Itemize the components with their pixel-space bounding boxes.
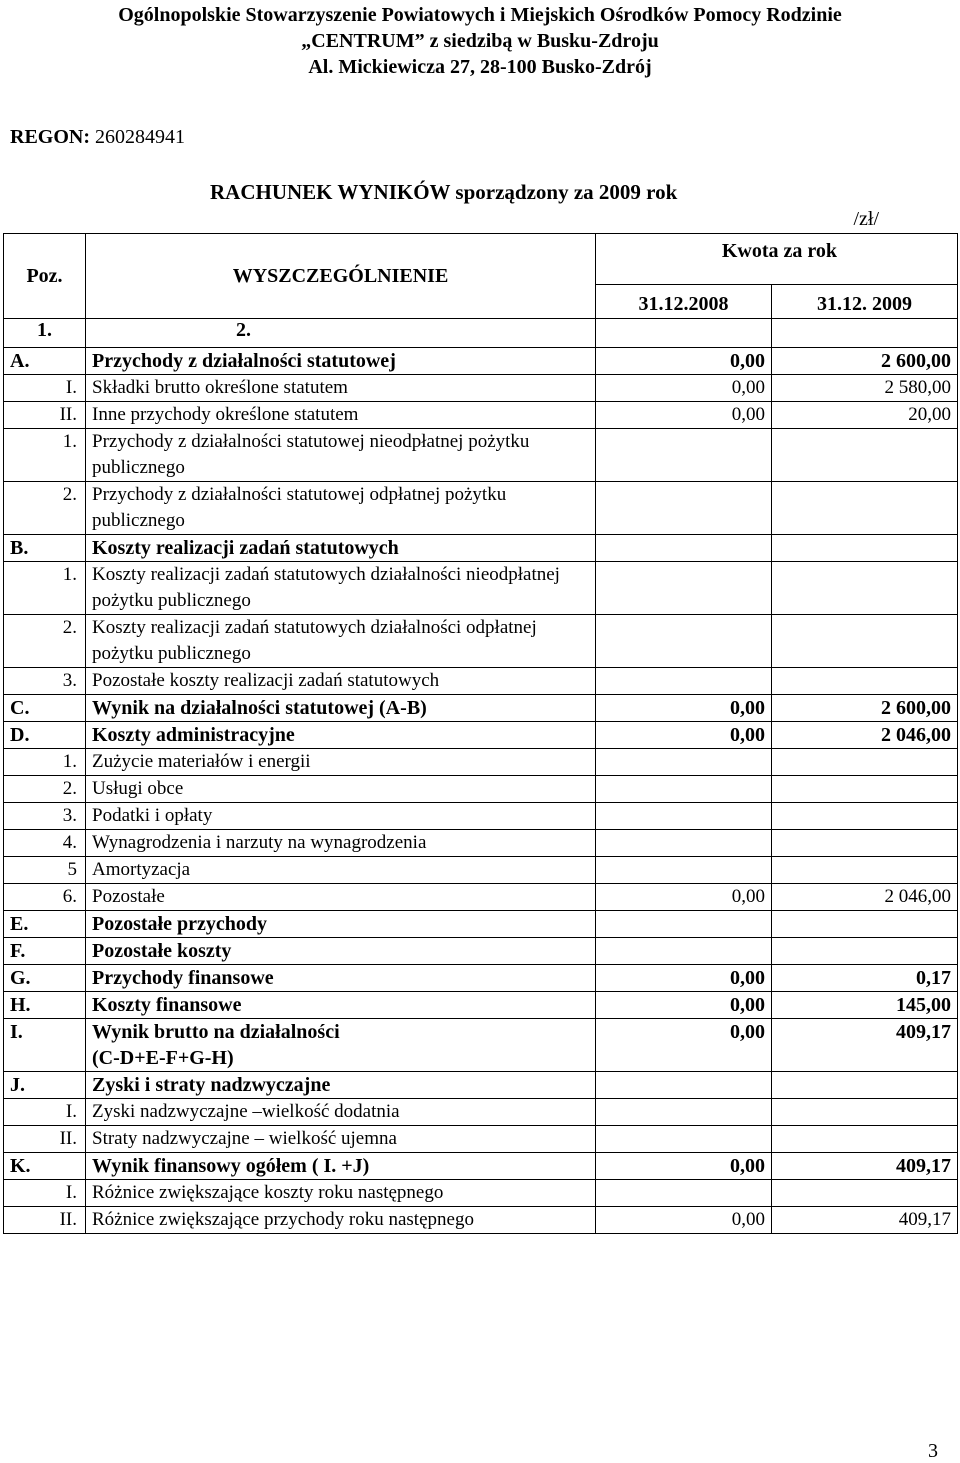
row-description-text: Wynagrodzenia i narzuty na wynagrodzenia — [92, 832, 427, 853]
row-value-2008: 0,00 — [596, 348, 772, 375]
table-row — [4, 375, 958, 402]
row-description-text: Różnice zwiększające przychody roku następnego — [92, 1209, 474, 1230]
income-statement-table — [3, 208, 958, 1234]
row-value-2009 — [772, 1180, 958, 1207]
table-row — [4, 803, 958, 830]
row-description-text: Pozostałe — [92, 886, 165, 907]
table-header-row — [4, 234, 958, 285]
row-value-2009 — [772, 535, 958, 562]
row-description-text: Zyski i straty nadzwyczajne — [92, 1074, 331, 1096]
row-poz: I. — [4, 1180, 86, 1207]
row-description — [86, 562, 596, 615]
row-poz: A. — [4, 348, 86, 375]
table-row — [4, 402, 958, 429]
row-value-2009 — [772, 615, 958, 668]
page-number: 3 — [928, 1440, 938, 1462]
row-value-2009 — [772, 938, 958, 965]
row-value-2008: 0,00 — [596, 1207, 772, 1234]
row-value-2009 — [772, 482, 958, 535]
row-description — [86, 482, 596, 535]
row-description-text: Wynik finansowy ogółem ( I. +J) — [92, 1155, 370, 1177]
row-value-2008 — [596, 776, 772, 803]
row-value-2009: 145,00 — [772, 992, 958, 1019]
row-value-2008 — [596, 911, 772, 938]
col-header-amount: Kwota za rok — [721, 240, 837, 262]
row-description-text: Inne przychody określone statutem — [92, 404, 359, 425]
row-description — [86, 1072, 596, 1099]
row-poz: II. — [4, 1126, 86, 1153]
table-row — [4, 830, 958, 857]
row-value-2009 — [772, 1099, 958, 1126]
table-row — [4, 911, 958, 938]
table-row — [4, 938, 958, 965]
row-value-2008: 0,00 — [596, 992, 772, 1019]
table-row — [4, 1019, 958, 1072]
row-poz: I. — [4, 375, 86, 402]
row-description-text: Przychody finansowe — [92, 967, 274, 989]
row-value-2008 — [596, 1099, 772, 1126]
row-description — [86, 695, 596, 722]
table-row — [4, 1153, 958, 1180]
row-description-text: Pozostałe koszty — [92, 940, 232, 962]
sub-header-2: 2. — [86, 319, 596, 348]
row-description-text: Podatki i opłaty — [92, 805, 213, 826]
row-poz: II. — [4, 402, 86, 429]
currency-unit: /zł/ — [853, 208, 879, 230]
row-description — [86, 535, 596, 562]
row-poz: 4. — [4, 830, 86, 857]
table-row — [4, 857, 958, 884]
row-poz: 2. — [4, 482, 86, 535]
row-value-2008 — [596, 429, 772, 482]
row-description — [86, 1126, 596, 1153]
row-poz: B. — [4, 535, 86, 562]
row-poz: 1. — [4, 749, 86, 776]
row-description — [86, 776, 596, 803]
row-description-text: Usługi obce — [92, 778, 184, 799]
header-address: Al. Mickiewicza 27, 28-100 Busko-Zdrój — [308, 56, 652, 78]
row-value-2009 — [772, 668, 958, 695]
row-poz: H. — [4, 992, 86, 1019]
row-value-2008: 0,00 — [596, 1153, 772, 1180]
row-description — [86, 1207, 596, 1234]
row-value-2008 — [596, 562, 772, 615]
row-poz: 2. — [4, 776, 86, 803]
row-description-text: Koszty realizacji zadań statutowych działalności nieodpłatnej pożytku publicznego — [92, 564, 560, 611]
row-description-text-2: (C-D+E-F+G-H) — [92, 1047, 234, 1069]
row-description — [86, 857, 596, 884]
row-value-2009: 20,00 — [772, 402, 958, 429]
row-poz: 3. — [4, 803, 86, 830]
row-poz: G. — [4, 965, 86, 992]
row-poz: 3. — [4, 668, 86, 695]
row-value-2009: 2 600,00 — [772, 695, 958, 722]
table-row — [4, 1072, 958, 1099]
row-description-text: Wynik na działalności statutowej (A-B) — [92, 697, 427, 719]
row-value-2008 — [596, 749, 772, 776]
row-value-2008: 0,00 — [596, 402, 772, 429]
row-description-text: Różnice zwiększające koszty roku następnego — [92, 1182, 444, 1203]
row-value-2009: 2 600,00 — [772, 348, 958, 375]
row-description-text: Pozostałe przychody — [92, 913, 267, 935]
row-value-2008 — [596, 668, 772, 695]
row-poz: 1. — [4, 562, 86, 615]
row-description-text: Koszty administracyjne — [92, 724, 295, 746]
row-value-2009 — [772, 830, 958, 857]
table-row — [4, 695, 958, 722]
row-description — [86, 1019, 596, 1072]
col-header-description: WYSZCZEGÓLNIENIE — [86, 234, 596, 319]
row-value-2009: 2 580,00 — [772, 375, 958, 402]
row-poz: II. — [4, 1207, 86, 1234]
row-description-text: Koszty realizacji zadań statutowych — [92, 537, 399, 559]
table-row — [4, 1099, 958, 1126]
row-description — [86, 884, 596, 911]
row-value-2008: 0,00 — [596, 375, 772, 402]
row-description-text: Koszty realizacji zadań statutowych działalności odpłatnej pożytku publicznego — [92, 617, 537, 664]
row-value-2008 — [596, 1126, 772, 1153]
table-subheader-row — [4, 319, 958, 348]
row-description-text: Amortyzacja — [92, 859, 191, 880]
row-value-2008 — [596, 1180, 772, 1207]
row-value-2008 — [596, 535, 772, 562]
header-organization: Ogólnopolskie Stowarzyszenie Powiatowych i Miejskich Ośrodków Pomocy Rodzinie — [118, 4, 842, 26]
row-description — [86, 429, 596, 482]
document-title: RACHUNEK WYNIKÓW sporządzony za 2009 rok — [210, 180, 678, 204]
row-description-text: Przychody z działalności statutowej odpłatnej pożytku publicznego — [92, 484, 507, 531]
row-description-text: Przychody z działalności statutowej nieodpłatnej pożytku publicznego — [92, 431, 530, 478]
row-poz: J. — [4, 1072, 86, 1099]
row-value-2008: 0,00 — [596, 884, 772, 911]
row-description-text: Pozostałe koszty realizacji zadań statutowych — [92, 670, 440, 691]
row-description — [86, 803, 596, 830]
sub-header-empty-3 — [596, 319, 772, 348]
row-value-2009 — [772, 803, 958, 830]
row-value-2008 — [596, 938, 772, 965]
regon-label: REGON: — [10, 126, 90, 148]
row-value-2009: 409,17 — [772, 1153, 958, 1180]
table-row — [4, 348, 958, 375]
table-row — [4, 722, 958, 749]
table-row — [4, 668, 958, 695]
row-value-2009 — [772, 562, 958, 615]
row-value-2009: 2 046,00 — [772, 722, 958, 749]
table-row — [4, 615, 958, 668]
table-row — [4, 965, 958, 992]
table-row — [4, 1207, 958, 1234]
row-value-2008 — [596, 482, 772, 535]
table-row — [4, 1126, 958, 1153]
row-value-2009: 0,17 — [772, 965, 958, 992]
row-description — [86, 1099, 596, 1126]
row-description-text: Straty nadzwyczajne – wielkość ujemna — [92, 1128, 397, 1149]
row-description — [86, 402, 596, 429]
row-description — [86, 911, 596, 938]
row-description — [86, 722, 596, 749]
sub-header-empty-4 — [772, 319, 958, 348]
row-value-2009 — [772, 1126, 958, 1153]
row-value-2008 — [596, 615, 772, 668]
row-description — [86, 1180, 596, 1207]
col-header-poz: Poz. — [4, 234, 86, 319]
row-description — [86, 668, 596, 695]
regon — [10, 126, 185, 149]
row-value-2009 — [772, 857, 958, 884]
row-value-2009: 2 046,00 — [772, 884, 958, 911]
row-poz: I. — [4, 1099, 86, 1126]
row-poz: D. — [4, 722, 86, 749]
row-value-2008 — [596, 803, 772, 830]
row-poz: E. — [4, 911, 86, 938]
row-value-2009 — [772, 776, 958, 803]
sub-header-1: 1. — [4, 319, 86, 348]
row-value-2009 — [772, 1072, 958, 1099]
row-poz: F. — [4, 938, 86, 965]
row-value-2008: 0,00 — [596, 965, 772, 992]
row-poz: 5 — [4, 857, 86, 884]
row-description — [86, 965, 596, 992]
row-poz: 2. — [4, 615, 86, 668]
table-row — [4, 482, 958, 535]
row-description-text: Zużycie materiałów i energii — [92, 751, 311, 772]
col-header-2009: 31.12. 2009 — [772, 285, 958, 319]
row-description — [86, 348, 596, 375]
row-value-2008: 0,00 — [596, 722, 772, 749]
row-value-2009 — [772, 429, 958, 482]
row-description-text: Zyski nadzwyczajne –wielkość dodatnia — [92, 1101, 400, 1122]
table-row — [4, 884, 958, 911]
row-description-text: Składki brutto określone statutem — [92, 377, 348, 398]
table-row — [4, 535, 958, 562]
table-row — [4, 562, 958, 615]
col-header-amount-group — [596, 208, 958, 285]
row-value-2009: 409,17 — [772, 1019, 958, 1072]
row-description — [86, 1153, 596, 1180]
row-value-2008: 0,00 — [596, 695, 772, 722]
row-value-2009 — [772, 749, 958, 776]
col-header-2008: 31.12.2008 — [596, 285, 772, 319]
row-description — [86, 938, 596, 965]
row-description — [86, 749, 596, 776]
table-row — [4, 1180, 958, 1207]
row-description-text: Przychody z działalności statutowej — [92, 350, 396, 372]
regon-value: 260284941 — [95, 126, 185, 148]
row-value-2009 — [772, 911, 958, 938]
row-poz: 1. — [4, 429, 86, 482]
row-description — [86, 375, 596, 402]
table-row — [4, 992, 958, 1019]
table-row — [4, 776, 958, 803]
row-value-2008 — [596, 830, 772, 857]
table-row — [4, 749, 958, 776]
row-poz: C. — [4, 695, 86, 722]
row-poz: I. — [4, 1019, 86, 1072]
row-poz: 6. — [4, 884, 86, 911]
row-description — [86, 992, 596, 1019]
row-value-2009: 409,17 — [772, 1207, 958, 1234]
row-value-2008: 0,00 — [596, 1019, 772, 1072]
row-value-2008 — [596, 857, 772, 884]
header-name: „CENTRUM” z siedzibą w Busku-Zdroju — [301, 30, 659, 52]
row-description — [86, 830, 596, 857]
table-row — [4, 429, 958, 482]
row-value-2008 — [596, 1072, 772, 1099]
row-description-text: Wynik brutto na działalności — [92, 1021, 340, 1043]
row-description — [86, 615, 596, 668]
row-poz: K. — [4, 1153, 86, 1180]
row-description-text: Koszty finansowe — [92, 994, 242, 1016]
